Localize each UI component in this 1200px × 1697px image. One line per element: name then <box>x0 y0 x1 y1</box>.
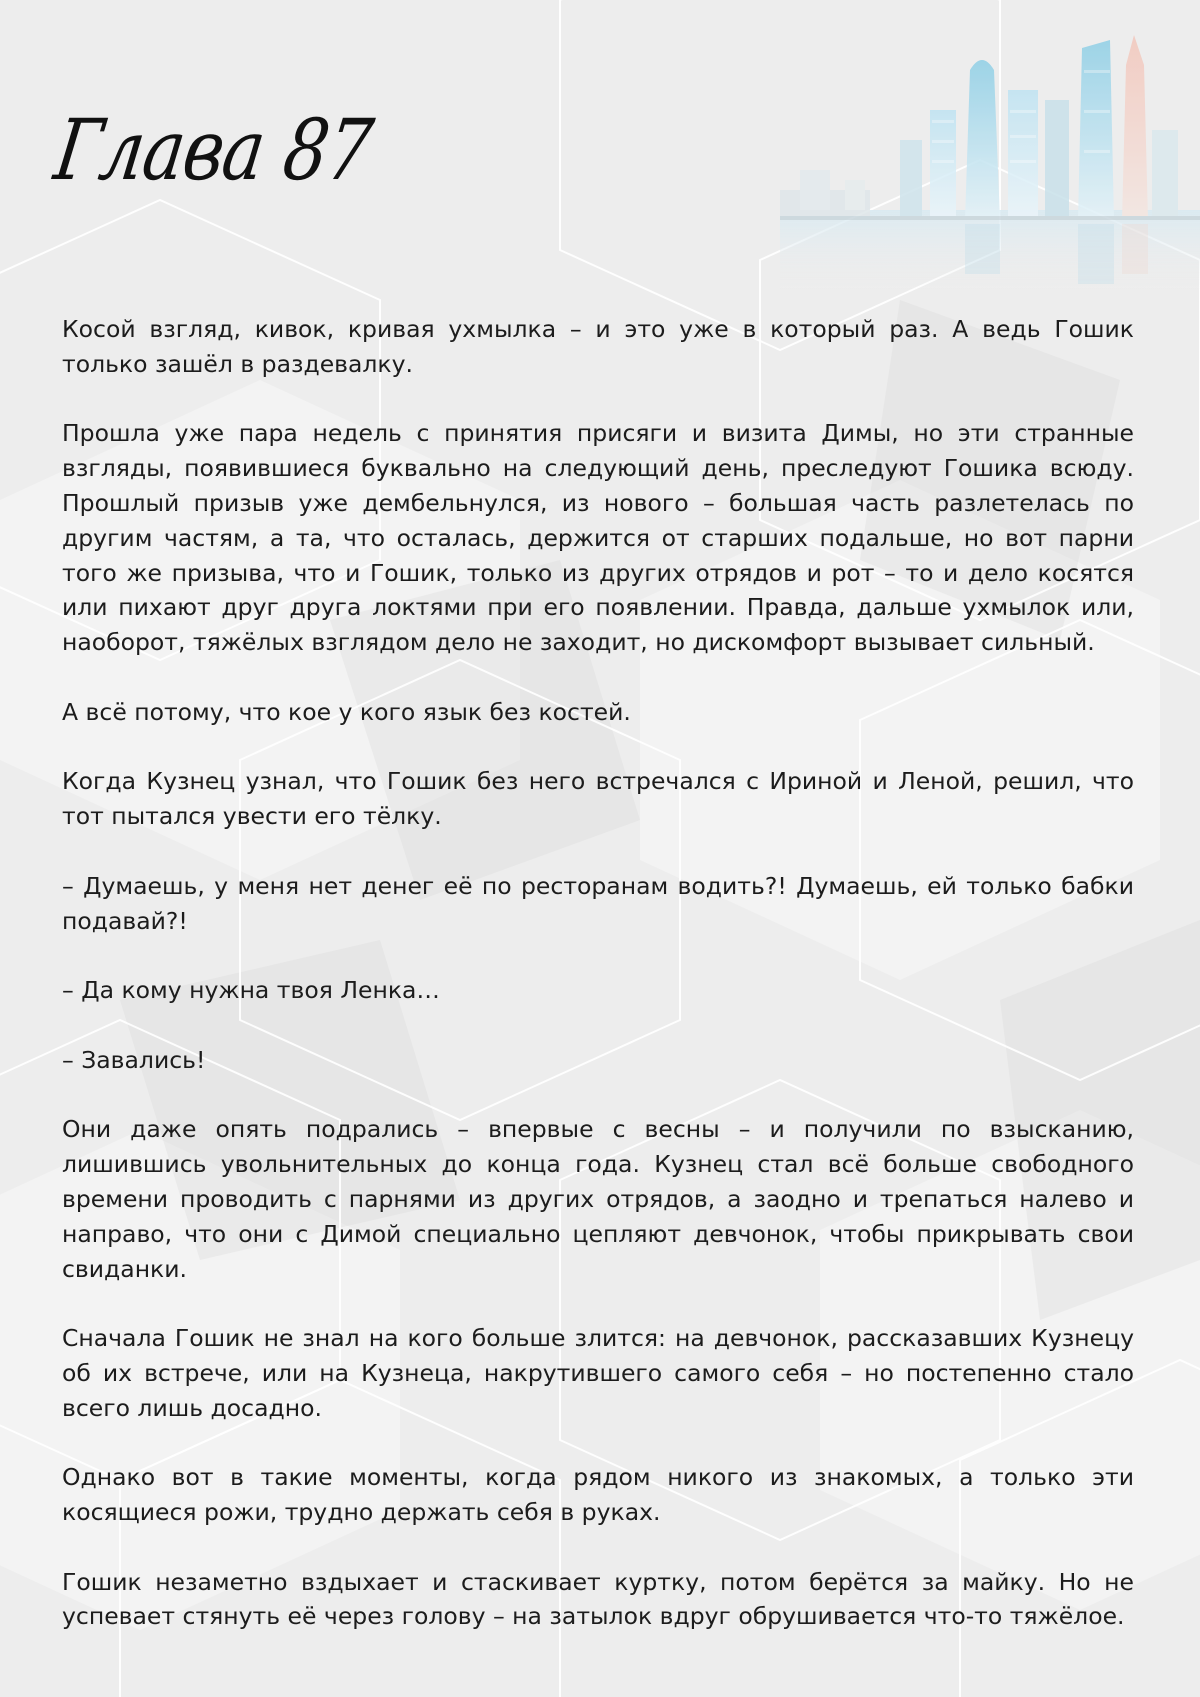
dialogue-line: – Завались! <box>62 1045 206 1074</box>
paragraph: Косой взгляд, кивок, кривая ухмылка – и это уже в который раз. А ведь Гошик только зашёл в раздевалку. <box>62 315 1134 378</box>
dialogue-line: – Думаешь, у меня нет денег её по ресторанам водить?! Думаешь, ей только бабки подавай?! <box>62 871 1134 935</box>
city-skyline-illustration <box>760 30 1200 290</box>
chapter-title: Глава 87 <box>49 101 378 199</box>
paragraph: Однако вот в такие моменты, когда рядом никого из знакомых, а только эти косящиеся рожи, трудно держать себя в руках. <box>62 1463 1134 1527</box>
paragraph: Когда Кузнец узнал, что Гошик без него встречался с Ириной и Леной, решил, что тот пытался увести его тёлку. <box>62 767 1134 831</box>
paragraph: Сначала Гошик не знал на кого больше злится: на девчонок, рассказавших Кузнецу об их встрече, или на Кузнеца, накрутившего самого себя – но постепенно стало всего лишь досадно. <box>62 1324 1134 1422</box>
paragraph: Прошла уже пара недель с принятия присяги и визита Димы, но эти странные взгляды, появившиеся буквально на следующий день, преследуют Гошика всюду. Прошлый призыв уже дембельнулся, из нового – большая часть разлетелась по другим частям, а та, что осталась, держится от старших подальше, но вот парни того же призыва, что и Гошик, только из других отрядов и рот – то и дело косятся или пихают друг друга локтями при его появлении. Правда, дальше ухмылок или, наоборот, тяжёлых взглядом дело не заходит, но дискомфорт вызывает сильный. <box>62 419 1134 657</box>
chapter-body <box>62 312 1134 1669</box>
dialogue-line: – Да кому нужна твоя Ленка… <box>62 976 440 1005</box>
paragraph: А всё потому, что кое у кого язык без костей. <box>62 697 631 726</box>
paragraph: Они даже опять подрались – впервые с весны – и получили по взысканию, лишившись увольнительных до конца года. Кузнец стал всё больше свободного времени проводить с парнями из других отрядов, а заодно и трепаться налево и направо, что они с Димой специально цепляют девчонок, чтобы прикрывать свои свиданки. <box>62 1115 1134 1283</box>
paragraph: Гошик незаметно вздыхает и стаскивает куртку, потом берётся за майку. Но не успевает стянуть её через голову – на затылок вдруг обрушивается что-то тяжёлое. <box>62 1567 1134 1631</box>
